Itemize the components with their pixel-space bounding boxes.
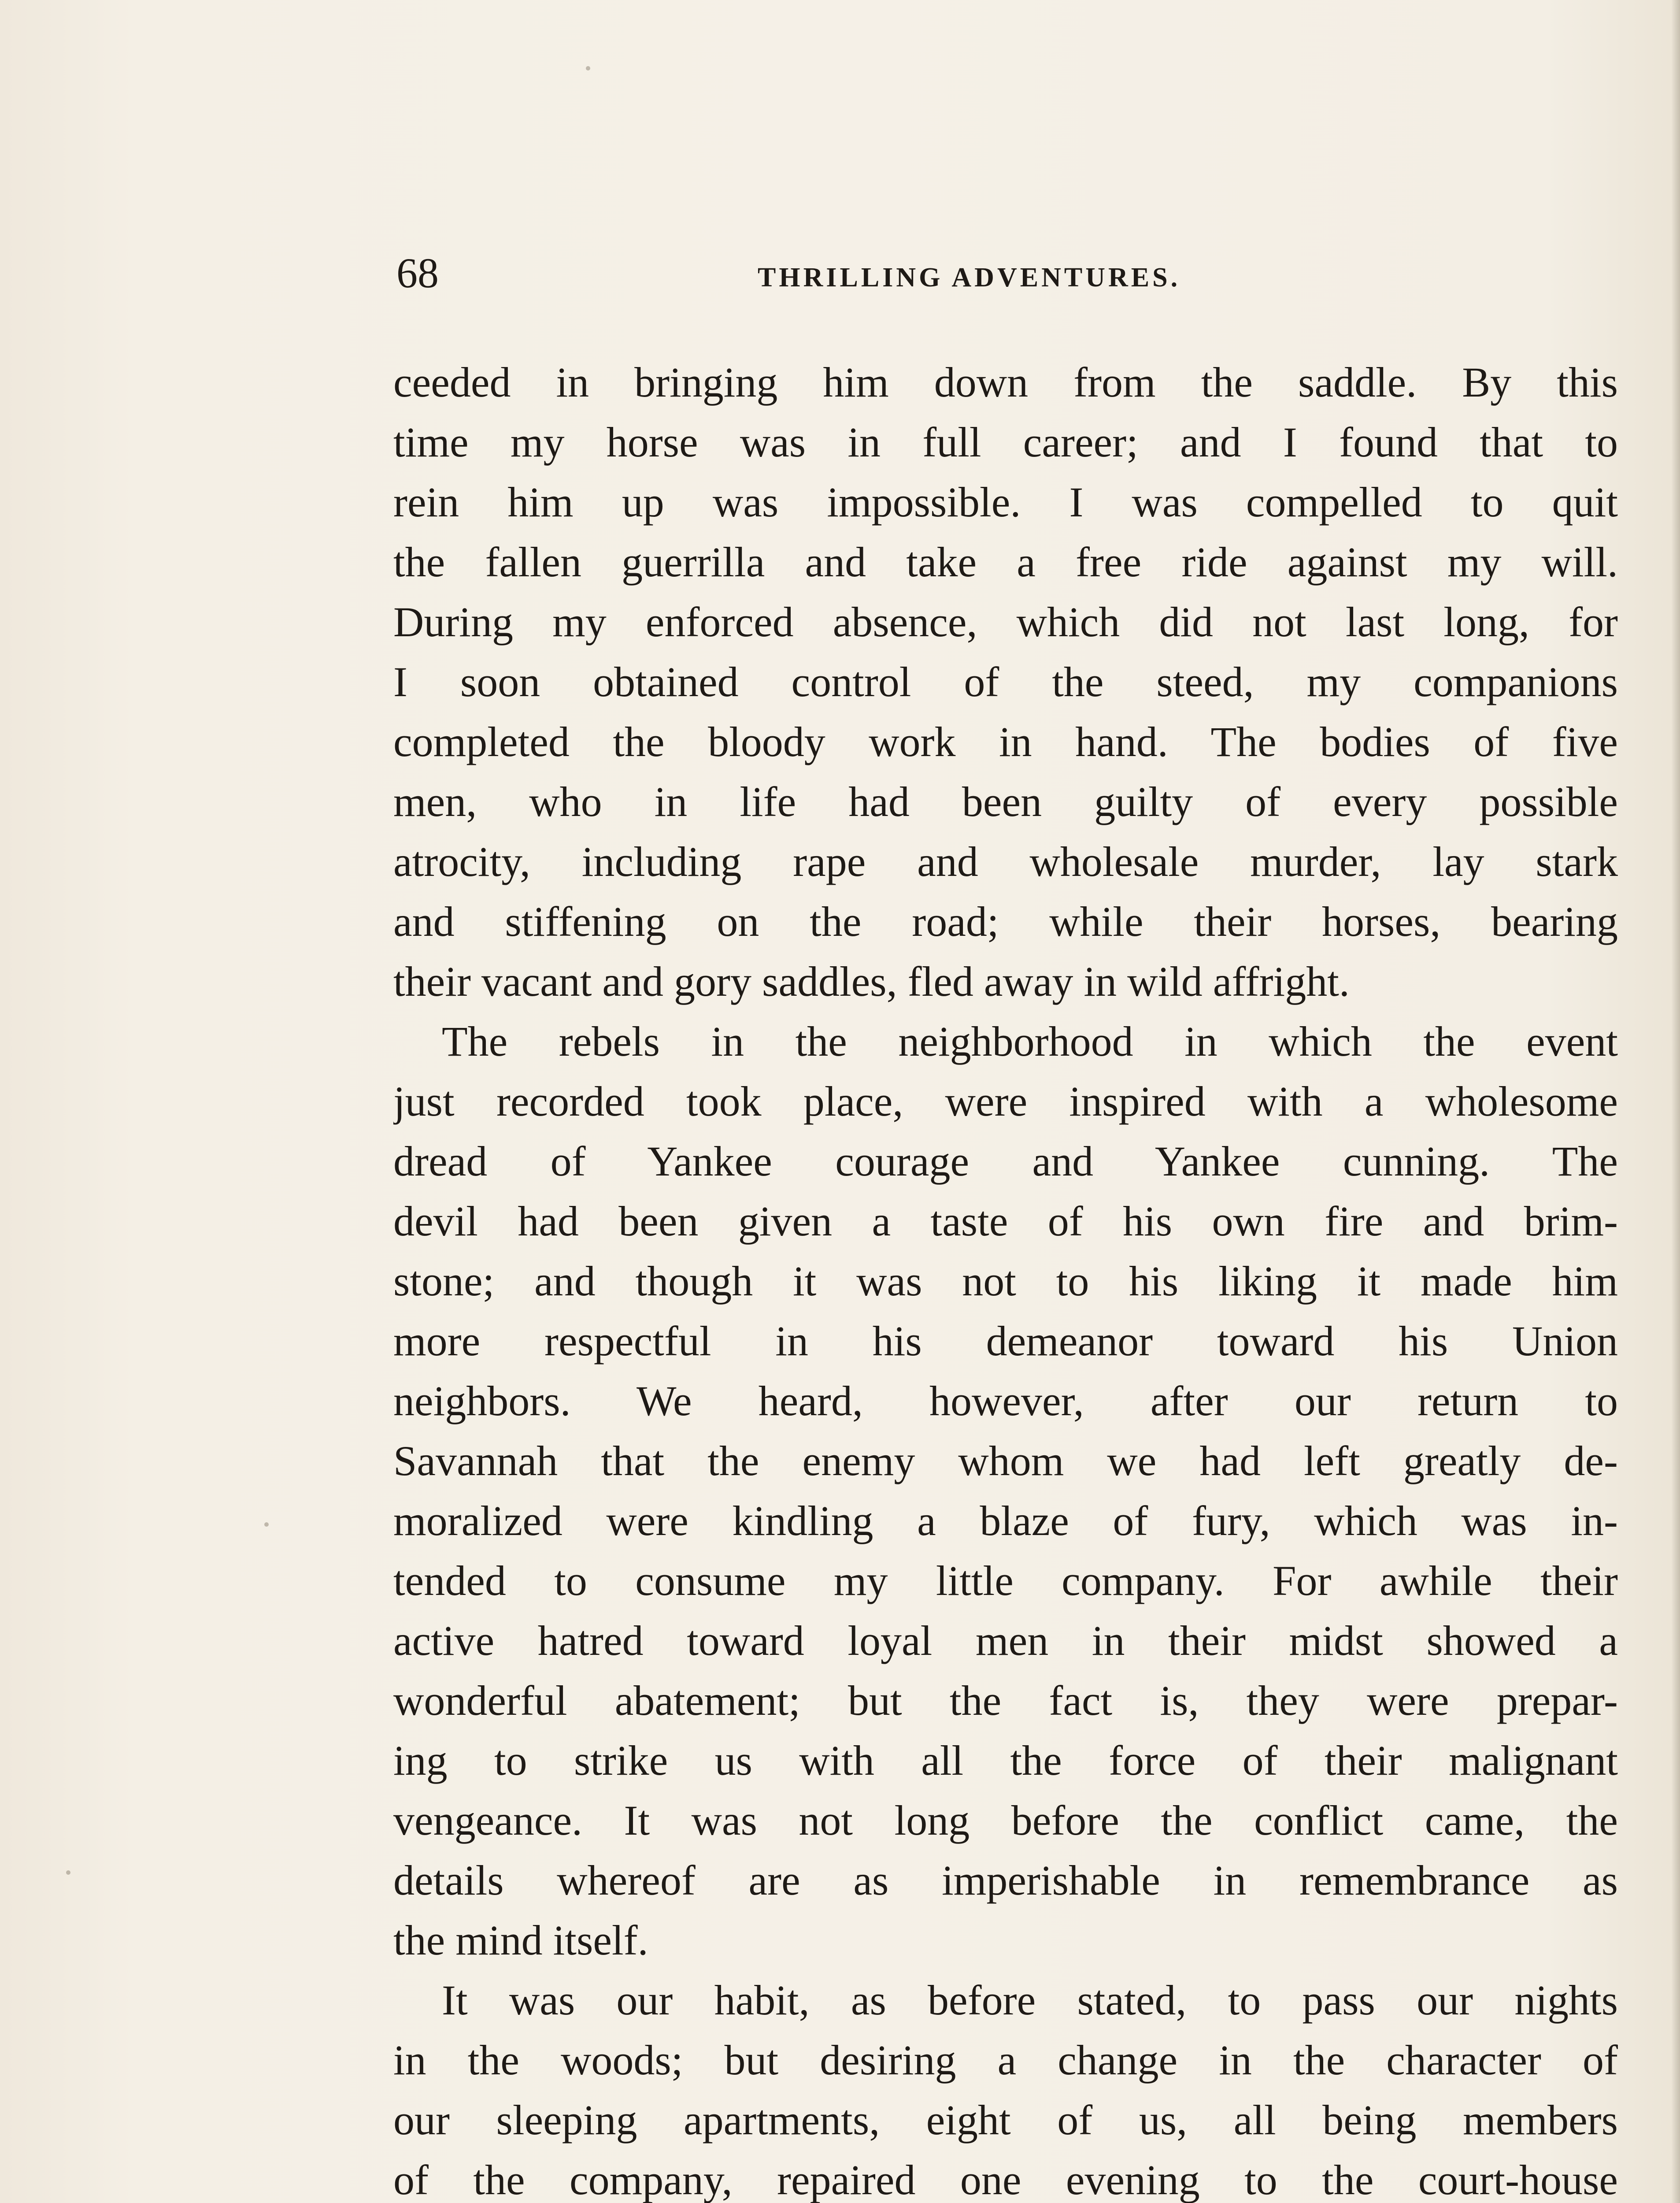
text-line: wonderful abatement; but the fact is, they were prepar-: [393, 1677, 1618, 1724]
text-line: time my horse was in full career; and I found that to: [393, 419, 1618, 466]
text-line: tended to consume my little company. For awhile their: [393, 1557, 1618, 1604]
text-line: vengeance. It was not long before the conflict came, the: [393, 1797, 1618, 1844]
text-line: Savannah that the enemy whom we had left greatly de-: [393, 1437, 1618, 1484]
page-number: 68: [396, 249, 439, 297]
running-title: THRILLING ADVENTURES.: [758, 263, 1181, 293]
text-line: in the woods; but desiring a change in the character of: [393, 2036, 1618, 2084]
text-line: and stiffening on the road; while their horses, bearing: [393, 898, 1618, 945]
text-line: stone; and though it was not to his liking it made him: [393, 1257, 1618, 1305]
text-line: I soon obtained control of the steed, my companions: [393, 658, 1618, 705]
page-edge-shadow: [1671, 0, 1680, 2203]
text-line: rein him up was impossible. I was compelled to quit: [393, 478, 1618, 526]
text-line: men, who in life had been guilty of every possible: [393, 778, 1618, 825]
text-line: atrocity, including rape and wholesale murder, lay stark: [393, 838, 1618, 885]
text-line: the fallen guerrilla and take a free ride against my will.: [393, 538, 1618, 586]
paragraph-start-line: It was our habit, as before stated, to pass our nights: [442, 1977, 1618, 2024]
paper-speck: [264, 1522, 269, 1527]
text-line: details whereof are as imperishable in remembrance as: [393, 1857, 1618, 1904]
text-line: active hatred toward loyal men in their midst showed a: [393, 1617, 1618, 1664]
text-line: neighbors. We heard, however, after our return to: [393, 1377, 1618, 1424]
text-line: dread of Yankee courage and Yankee cunning. The: [393, 1138, 1618, 1185]
paragraph-start-line: The rebels in the neighborhood in which the event: [442, 1018, 1618, 1065]
body-text: [393, 352, 1618, 2203]
paper-speck: [586, 66, 590, 70]
text-line: moralized were kindling a blaze of fury, which was in-: [393, 1497, 1618, 1544]
running-head: [396, 245, 1277, 302]
text-line: just recorded took place, were inspired with a wholesome: [393, 1078, 1618, 1125]
paragraph-end-line: their vacant and gory saddles, fled away in wild affright.: [393, 958, 1350, 1005]
text-line: During my enforced absence, which did not last long, for: [393, 598, 1618, 645]
text-line: ceeded in bringing him down from the saddle. By this: [393, 359, 1618, 406]
paper-speck: [66, 1870, 70, 1875]
text-line: devil had been given a taste of his own fire and brim-: [393, 1198, 1618, 1245]
paragraph-end-line: the mind itself.: [393, 1917, 648, 1964]
text-line: of the company, repaired one evening to the court-house: [393, 2156, 1618, 2203]
text-line: completed the bloody work in hand. The bodies of five: [393, 718, 1618, 765]
text-line: our sleeping apartments, eight of us, all being members: [393, 2096, 1618, 2144]
text-line: more respectful in his demeanor toward his Union: [393, 1317, 1618, 1365]
text-line: ing to strike us with all the force of their malignant: [393, 1737, 1618, 1784]
